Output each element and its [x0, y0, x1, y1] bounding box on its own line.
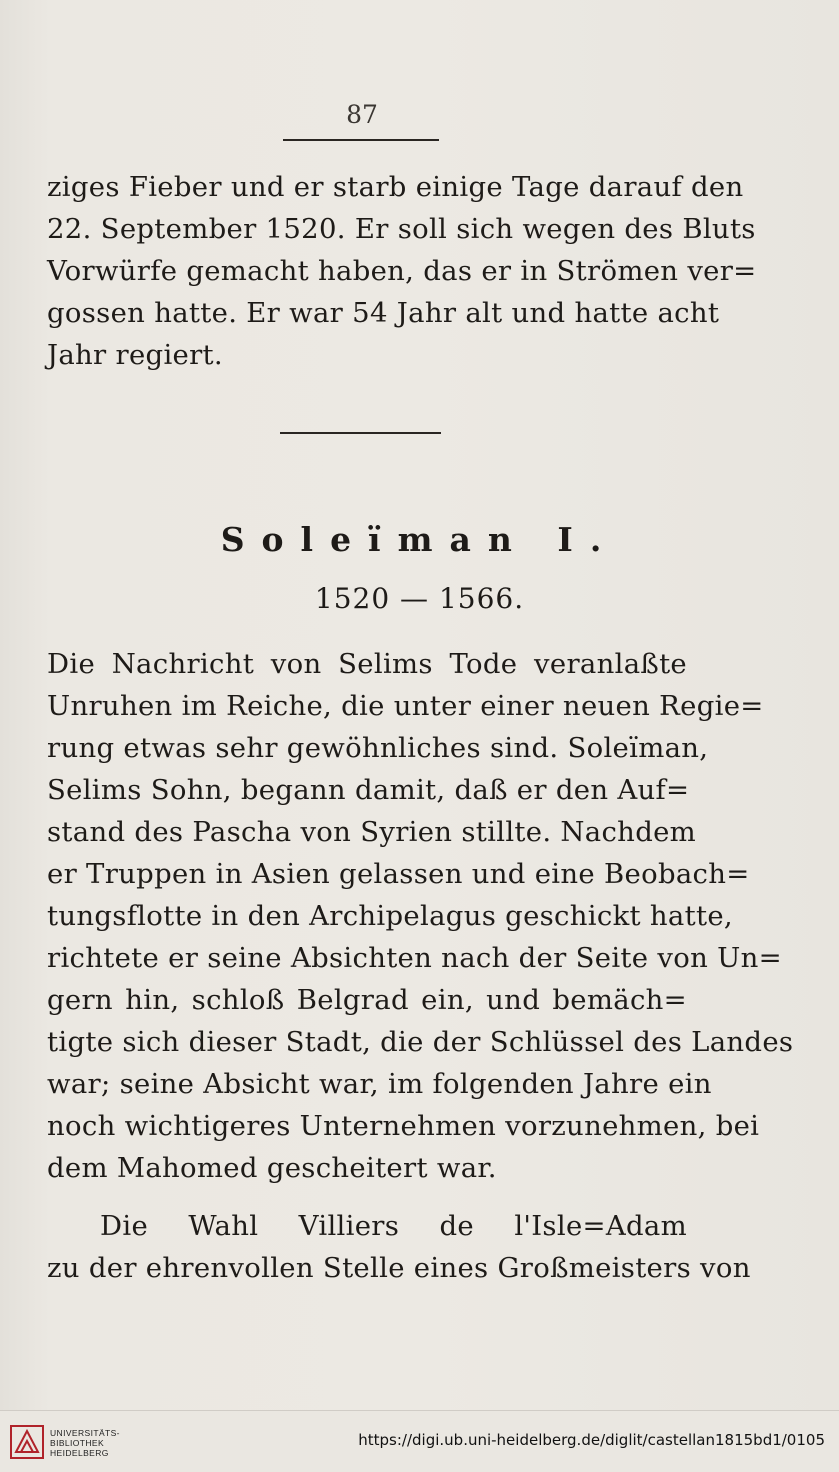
page-number: 87 — [346, 100, 378, 129]
text-line: tungsflotte in den Archipelagus geschickt hatte, — [47, 900, 733, 932]
library-name — [50, 1428, 120, 1458]
text-line: Die Nachricht von Selims Tode veranlaßte — [47, 648, 687, 680]
text-line: rung etwas sehr gewöhnliches sind. Soleïman, — [47, 732, 709, 764]
university-library-logo-icon — [10, 1425, 46, 1459]
text-line: Jahr regiert. — [47, 339, 223, 371]
text-line: richtete er seine Absichten nach der Seite von Un= — [47, 942, 782, 974]
library-name-line: HEIDELBERG — [50, 1448, 109, 1458]
text-line: Selims Sohn, begann damit, daß er den Auf= — [47, 774, 690, 806]
text-line: war; seine Absicht war, im folgenden Jahre ein — [47, 1068, 712, 1100]
footer-bar — [0, 1410, 839, 1472]
text-line: zu der ehrenvollen Stelle eines Großmeisters von — [47, 1252, 751, 1284]
text-line: gern hin, schloß Belgrad ein, und bemäch= — [47, 984, 687, 1016]
text-line: noch wichtigeres Unternehmen vorzunehmen, bei — [47, 1110, 760, 1142]
library-name-line: BIBLIOTHEK — [50, 1438, 105, 1448]
text-line: ziges Fieber und er starb einige Tage darauf den — [47, 171, 744, 203]
text-line: dem Mahomed gescheitert war. — [47, 1152, 497, 1184]
text-line: tigte sich dieser Stadt, die der Schlüssel des Landes — [47, 1026, 794, 1058]
library-name-line: UNIVERSITÄTS- — [50, 1428, 120, 1438]
source-url-link[interactable]: https://digi.ub.uni-heidelberg.de/diglit/castellan1815bd1/0105 — [358, 1431, 825, 1449]
section-divider — [280, 432, 441, 434]
top-rule — [283, 139, 439, 141]
section-years: 1520 — 1566. — [314, 582, 525, 615]
section-heading: Soleïman I. — [220, 520, 619, 559]
text-line: stand des Pascha von Syrien stillte. Nachdem — [47, 816, 697, 848]
text-line: Die Wahl Villiers de l'Isle=Adam — [100, 1210, 687, 1242]
text-line: Unruhen im Reiche, die unter einer neuen Regie= — [47, 690, 764, 722]
text-line: gossen hatte. Er war 54 Jahr alt und hatte acht — [47, 297, 720, 329]
text-line: Vorwürfe gemacht haben, das er in Strömen ver= — [47, 255, 757, 287]
text-line: 22. September 1520. Er soll sich wegen des Bluts — [47, 213, 756, 245]
text-line: er Truppen in Asien gelassen und eine Beobach= — [47, 858, 750, 890]
